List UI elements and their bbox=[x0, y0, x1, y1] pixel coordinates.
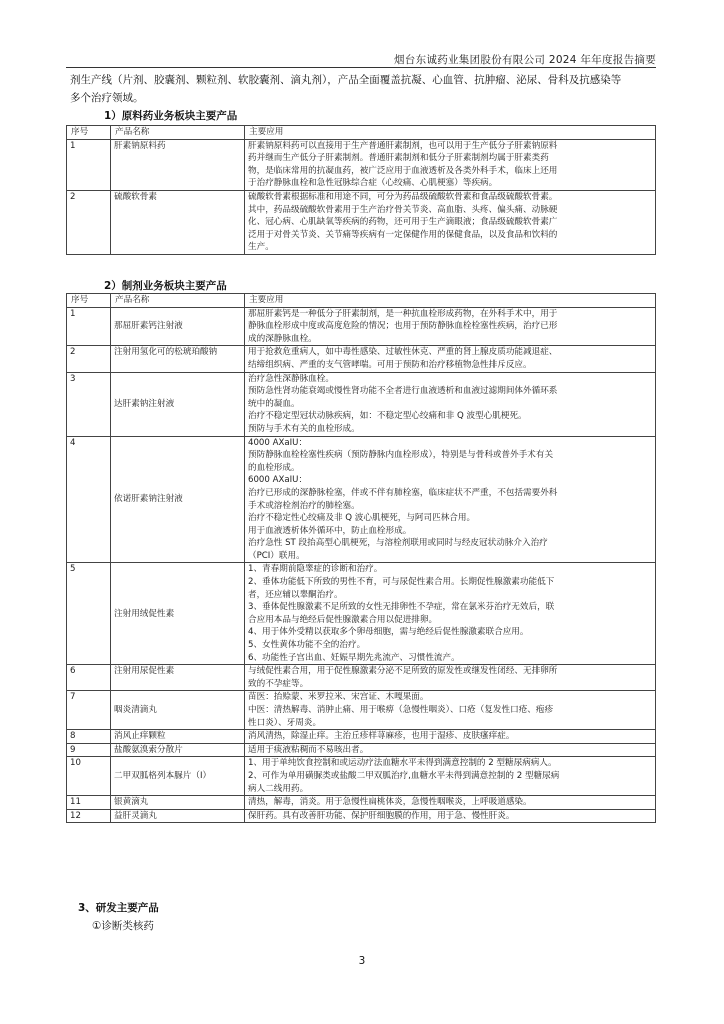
application-line: 手术或溶栓剂治疗的肺栓塞。 bbox=[248, 500, 360, 511]
application-line: 清热，解毒，消炎。用于急慢性扁桃体炎，急慢性咽喉炎，上呼吸道感染。 bbox=[248, 797, 532, 808]
application-line: 消风清热，除湿止痒。主治丘疹样荨麻疹，也用于湿疹、皮肤瘙痒症。 bbox=[248, 731, 515, 742]
application-line: 用于血液透析体外循环中，防止血栓形成。 bbox=[248, 525, 412, 536]
table-header-cell: 序号 bbox=[67, 126, 111, 140]
application-line: 其中，药品级硫酸软骨素用于生产治疗骨关节炎、高血脂、头疼、偏头痛、动脉硬 bbox=[248, 204, 558, 215]
application-line: 2、可作为单用磺脲类或盐酸二甲双胍治疗,血糖水平未得到满意控制的 2 型糖尿病 bbox=[248, 770, 560, 781]
application-line: 物，是临床常用的抗凝血药，被广泛应用于血液透析及各类外科手术，临床上还用 bbox=[248, 165, 558, 176]
application-line: 泛用于对骨关节炎、关节痛等疾病有一定保健作用的保健食品，以及食品和饮料的 bbox=[248, 229, 558, 240]
product-application bbox=[245, 563, 656, 665]
product-name: 硫酸软骨素 bbox=[111, 190, 245, 254]
application-line: 保肝药。具有改善肝功能、保护肝细胞膜的作用，用于急、慢性肝炎。 bbox=[248, 810, 515, 821]
row-number: 11 bbox=[67, 796, 111, 810]
product-application bbox=[245, 665, 656, 691]
intro-line: 剂生产线（片剂、胶囊剂、颗粒剂、软胶囊剂、滴丸剂），产品全面覆盖抗凝、心血管、抗肿瘤、泌尿、骨科及抗感染等 bbox=[70, 74, 622, 86]
row-number: 8 bbox=[67, 730, 111, 744]
product-name: 肝素钠原料药 bbox=[111, 139, 245, 190]
product-application bbox=[245, 346, 656, 372]
table-header-row bbox=[67, 126, 656, 140]
table-row bbox=[67, 190, 656, 254]
application-line: 于治疗静脉血栓和急性冠脉综合症（心绞痛、心肌梗塞）等疾病。 bbox=[248, 178, 498, 189]
table-row bbox=[67, 743, 656, 757]
application-line: 的血栓形成。 bbox=[248, 462, 300, 473]
product-name: 那屈肝素钙注射液 bbox=[111, 307, 245, 346]
row-number: 7 bbox=[67, 691, 111, 730]
table-row bbox=[67, 665, 656, 691]
table-row bbox=[67, 809, 656, 823]
application-line: 中医：清热解毒、消肿止痛、用于喉痹（急慢性咽炎）、口疮（复发性口疮、疱疹 bbox=[248, 705, 554, 715]
report-header-title: 烟台东诚药业集团股份有限公司 2024 年年度报告摘要 bbox=[394, 54, 656, 66]
product-name: 注射用氢化可的松琥珀酸钠 bbox=[111, 346, 245, 372]
application-line: 成的深静脉血栓。 bbox=[248, 333, 317, 344]
row-number: 9 bbox=[67, 743, 111, 757]
row-number: 1 bbox=[67, 307, 111, 346]
section3-title: 3、研发主要产品 bbox=[78, 902, 159, 914]
application-line: 预防静脉血栓栓塞性疾病（预防静脉内血栓形成），特别是与骨科或普外手术有关 bbox=[248, 450, 554, 461]
formulation-products-table bbox=[66, 293, 656, 823]
application-line: 治疗不稳定性心绞痛及非 Q 波心肌梗死，与阿司匹林合用。 bbox=[248, 513, 476, 524]
product-name: 达肝素钠注射液 bbox=[111, 372, 245, 436]
application-line: 化、冠心病、心肌缺氧等疾病的药物，还可用于生产滴眼液；食品级硫酸软骨素广 bbox=[248, 217, 558, 228]
table-header-row bbox=[67, 294, 656, 308]
application-line: 结缔组织病、严重的支气管哮喘。可用于预防和治疗移植物急性排斥反应。 bbox=[248, 359, 532, 370]
application-line: 治疗不稳定型冠状动脉疾病，如：不稳定型心绞痛和非 Q 波型心肌梗死。 bbox=[248, 411, 527, 422]
table-row bbox=[67, 691, 656, 730]
table-row bbox=[67, 346, 656, 372]
application-line: 预防与手术有关的血栓形成。 bbox=[248, 423, 360, 434]
table-row bbox=[67, 307, 656, 346]
application-line: 那屈肝素钙是一种低分子肝素制剂，是一种抗血栓形成药物，在外科手术中，用于 bbox=[248, 308, 558, 319]
application-line: 6000 AXaIU： bbox=[248, 475, 308, 486]
application-line: 适用于痰液粘稠而不易咳出者。 bbox=[248, 744, 369, 755]
table-row bbox=[67, 372, 656, 436]
application-line: （PCI）联用。 bbox=[248, 550, 305, 561]
application-line: 治疗已形成的深静脉栓塞，伴或不伴有肺栓塞，临床症状不严重，不包括需要外科 bbox=[248, 487, 558, 498]
application-line: 4、用于体外受精以获取多个卵母细胞，需与绝经后促性腺激素联合应用。 bbox=[248, 627, 529, 638]
product-application bbox=[245, 809, 656, 823]
application-line: 6、功能性子宫出血、妊娠早期先兆流产、习惯性流产。 bbox=[248, 652, 460, 663]
application-line: 治疗急性 ST 段抬高型心肌梗死，与溶栓剂联用或同时与经皮冠状动脉介入治疗 bbox=[248, 538, 548, 549]
application-line: 与绒促性素合用，用于促性腺激素分泌不足所致的原发性或继发性闭经、无排卵所 bbox=[248, 666, 558, 677]
application-line: 肝素钠原料药可以直接用于生产普通肝素制剂，也可以用于生产低分子肝素钠原料 bbox=[248, 140, 558, 151]
row-number: 5 bbox=[67, 563, 111, 665]
application-line: 3、垂体促性腺激素不足所致的女性无排卵性不孕症，常在氯米芬治疗无效后，联 bbox=[248, 602, 555, 613]
row-number: 12 bbox=[67, 809, 111, 823]
intro-line: 多个治疗领域。 bbox=[70, 92, 144, 104]
table-row bbox=[67, 139, 656, 190]
product-name: 咽炎清滴丸 bbox=[111, 691, 245, 730]
section3-subtitle: ①诊断类核药 bbox=[92, 920, 154, 932]
api-products-table bbox=[66, 125, 656, 255]
row-number: 4 bbox=[67, 436, 111, 563]
application-line: 1、用于单纯饮食控制和或运动疗法血糖水平未得到满意控制的 2 型糖尿病病人。 bbox=[248, 758, 557, 769]
table-header-cell: 主要应用 bbox=[245, 294, 656, 308]
row-number: 2 bbox=[67, 346, 111, 372]
product-application bbox=[245, 796, 656, 810]
application-line: 统中的凝血。 bbox=[248, 398, 300, 409]
table-header-cell: 产品名称 bbox=[111, 126, 245, 140]
application-line: 病人二线用药。 bbox=[248, 783, 309, 794]
product-application bbox=[245, 691, 656, 730]
product-name: 注射用尿促性素 bbox=[111, 665, 245, 691]
application-line: 性口炎）、牙周炎。 bbox=[248, 717, 322, 728]
product-application bbox=[245, 372, 656, 436]
table-row bbox=[67, 563, 656, 665]
row-number: 2 bbox=[67, 190, 111, 254]
row-number: 1 bbox=[67, 139, 111, 190]
application-line: 2、垂体功能低下所致的男性不育，可与尿促性素合用。长期促性腺激素功能低下 bbox=[248, 577, 555, 588]
application-line: 5、女性黄体功能不全的治疗。 bbox=[248, 640, 366, 651]
product-application bbox=[245, 139, 656, 190]
product-name: 依诺肝素钠注射液 bbox=[111, 436, 245, 563]
page-number: 3 bbox=[358, 955, 366, 967]
application-line: 硫酸软骨素根据标准和用途不同，可分为药品级硫酸软骨素和食品级硫酸软骨素。 bbox=[248, 191, 558, 202]
section2-title: 2）制剂业务板块主要产品 bbox=[104, 280, 227, 292]
table-header-cell: 主要应用 bbox=[245, 126, 656, 140]
product-application bbox=[245, 743, 656, 757]
table-row bbox=[67, 730, 656, 744]
application-line: 1、青春期前隐睾症的诊断和治疗。 bbox=[248, 564, 383, 575]
row-number: 6 bbox=[67, 665, 111, 691]
table-header-cell: 产品名称 bbox=[111, 294, 245, 308]
header-divider bbox=[66, 67, 656, 68]
application-line: 致的不孕症等。 bbox=[248, 678, 309, 689]
row-number: 10 bbox=[67, 757, 111, 796]
application-line: 用于抢救危重病人，如中毒性感染、过敏性休克、严重的肾上腺皮质功能减退症、 bbox=[248, 347, 558, 358]
table-row bbox=[67, 436, 656, 563]
application-line: 生产。 bbox=[248, 242, 274, 253]
product-name: 银黄滴丸 bbox=[111, 796, 245, 810]
product-name: 消风止痒颗粒 bbox=[111, 730, 245, 744]
product-application bbox=[245, 436, 656, 563]
product-application bbox=[245, 190, 656, 254]
product-name: 二甲双胍格列本脲片（I） bbox=[111, 757, 245, 796]
application-line: 4000 AXaIU： bbox=[248, 437, 308, 448]
product-application bbox=[245, 757, 656, 796]
application-line: 者，还应辅以睾酮治疗。 bbox=[248, 589, 343, 600]
application-line: 药并继而生产低分子肝素制剂。普通肝素制剂和低分子肝素制剂均属于肝素类药 bbox=[248, 153, 549, 164]
product-name: 益肝灵滴丸 bbox=[111, 809, 245, 823]
product-name: 注射用绒促性素 bbox=[111, 563, 245, 665]
table-row bbox=[67, 757, 656, 796]
application-line: 苗医：抬赊蒙、米罗拉米、宋宫证、木嘎果面。 bbox=[248, 692, 429, 703]
intro-paragraph bbox=[70, 71, 656, 107]
product-application bbox=[245, 730, 656, 744]
row-number: 3 bbox=[67, 372, 111, 436]
application-line: 静脉血栓形成中度或高度危险的情况；也用于预防静脉血栓栓塞性疾病，治疗已形 bbox=[248, 321, 558, 332]
section1-title: 1）原料药业务板块主要产品 bbox=[104, 110, 238, 122]
product-application bbox=[245, 307, 656, 346]
table-header-cell: 序号 bbox=[67, 294, 111, 308]
application-line: 合应用本品与绝经后促性腺激素合用以促进排卵。 bbox=[248, 614, 438, 625]
application-line: 预防急性肾功能衰竭或慢性肾功能不全者进行血液透析和血液过滤期间体外循环系 bbox=[248, 386, 558, 397]
product-name: 盐酸氨溴索分散片 bbox=[111, 743, 245, 757]
application-line: 治疗急性深静脉血栓。 bbox=[248, 373, 334, 384]
table-row bbox=[67, 796, 656, 810]
